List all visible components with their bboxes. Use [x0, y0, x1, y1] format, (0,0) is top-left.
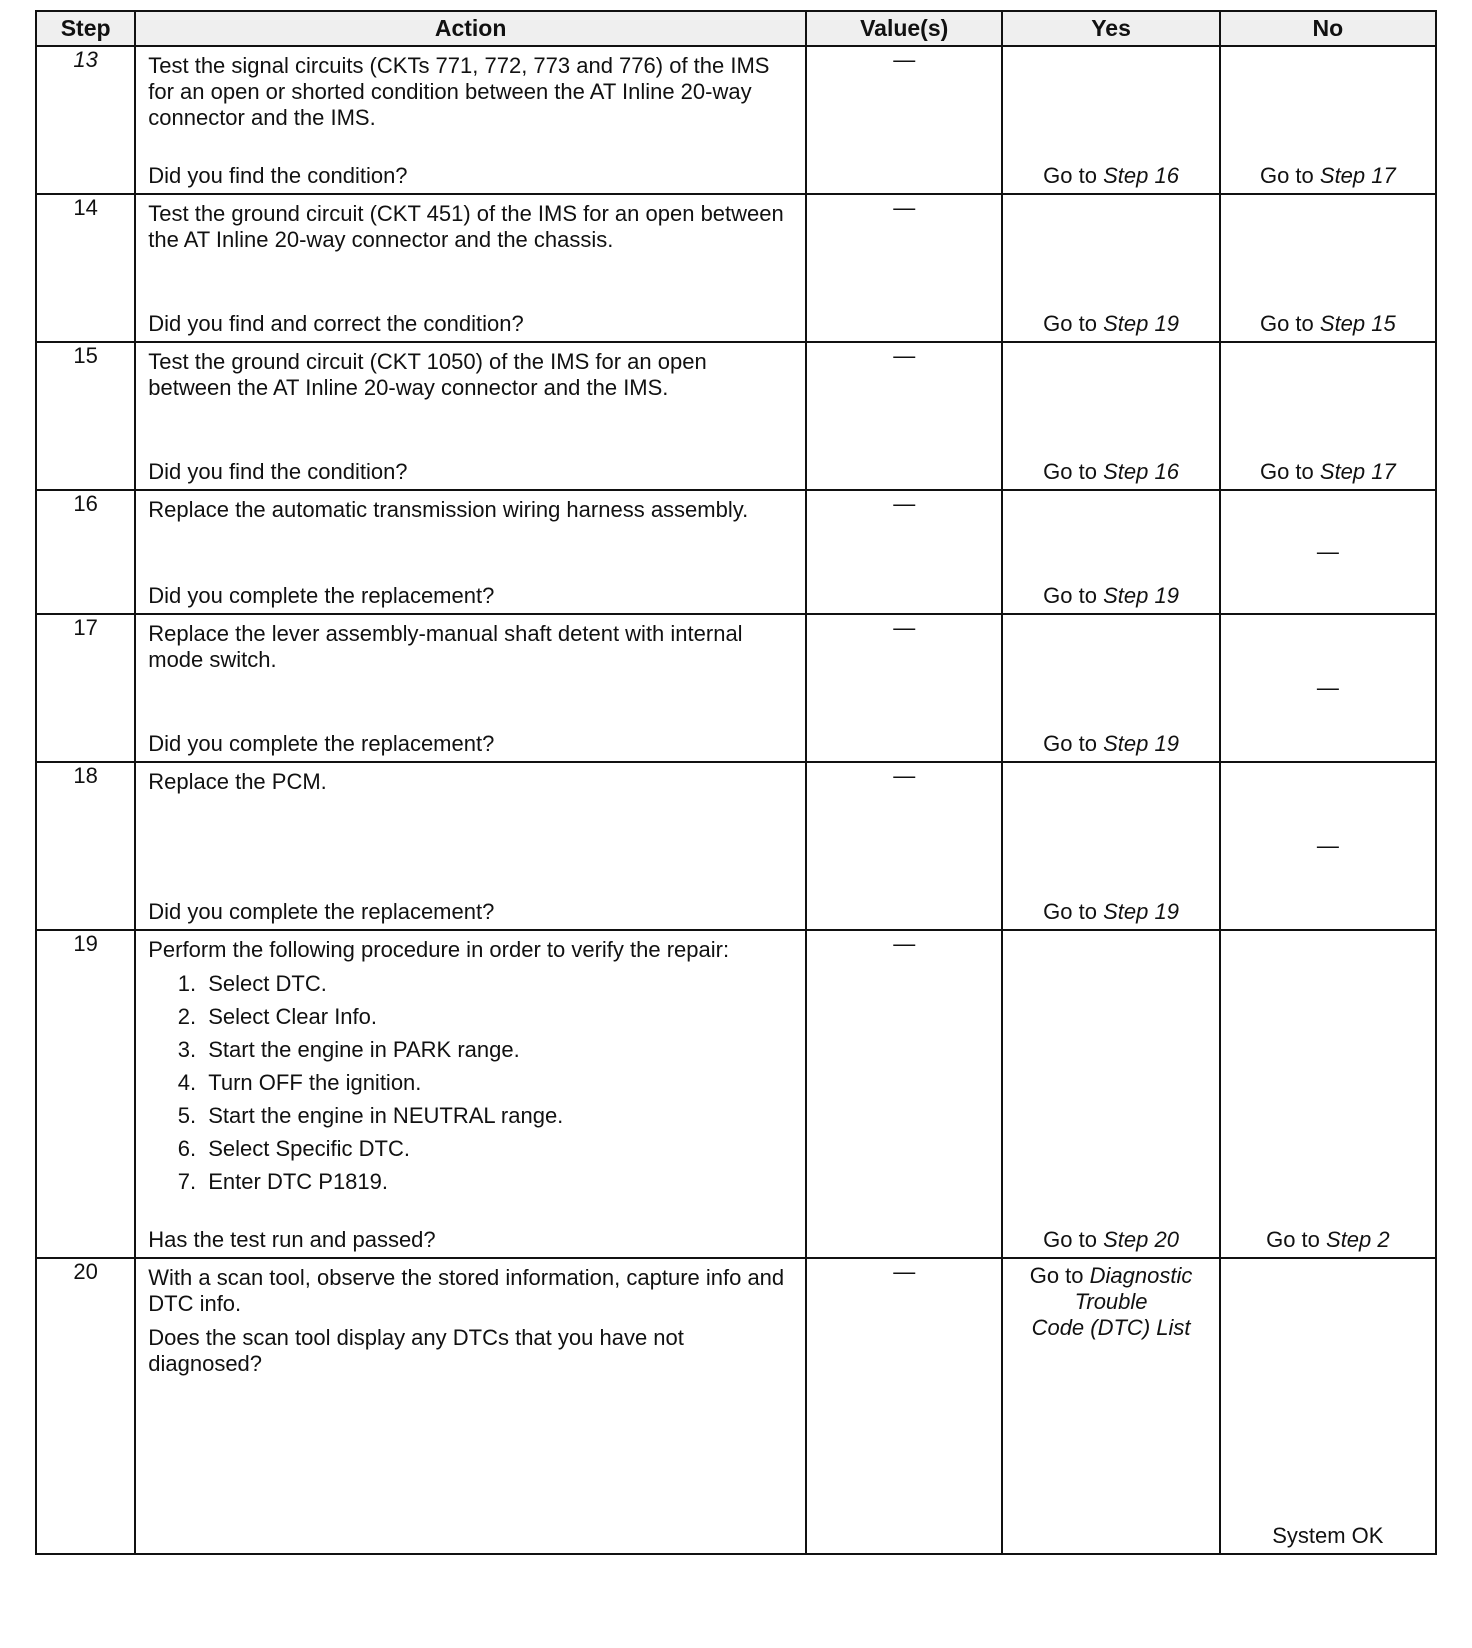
step-reference: Step 19 — [1103, 583, 1179, 608]
step-reference: Step 16 — [1103, 459, 1179, 484]
table-row — [36, 490, 1436, 614]
go-to-text: Go to — [1259, 459, 1314, 484]
action-question: Did you find the condition? — [148, 459, 408, 484]
no-value: — — [1316, 539, 1339, 564]
go-to-text: Go to — [1259, 311, 1314, 336]
no-link[interactable] — [1221, 1227, 1435, 1253]
value-cell: — — [806, 194, 1002, 342]
no-cell — [1220, 762, 1436, 930]
list-item: 2. Select Clear Info. — [202, 1000, 795, 1033]
action-cell — [135, 342, 806, 490]
yes-link[interactable] — [1003, 1259, 1218, 1341]
go-to-text: Go to — [1266, 1227, 1320, 1252]
dtc-list-link-text: Trouble — [1074, 1289, 1148, 1314]
list-item: 1. Select DTC. — [202, 967, 795, 1000]
no-cell — [1220, 194, 1436, 342]
yes-link[interactable] — [1003, 583, 1218, 609]
action-text: Replace the automatic transmission wiring harness assembly. — [148, 497, 749, 522]
step-reference: Step 17 — [1319, 163, 1396, 188]
step-number: 18 — [36, 762, 135, 930]
step-number: 15 — [36, 342, 135, 490]
action-cell — [135, 614, 806, 762]
dtc-list-link-text: Code (DTC) List — [1031, 1315, 1191, 1340]
action-text: Replace the lever assembly-manual shaft detent with internal mode switch. — [148, 621, 743, 672]
yes-cell — [1002, 490, 1219, 614]
yes-cell — [1002, 342, 1219, 490]
yes-cell — [1002, 930, 1219, 1258]
value-cell: — — [806, 342, 1002, 490]
action-question: Did you find and correct the condition? — [148, 311, 524, 336]
table-row — [36, 194, 1436, 342]
value-cell: — — [806, 930, 1002, 1258]
yes-cell — [1002, 762, 1219, 930]
action-cell — [135, 1258, 806, 1554]
action-question: Does the scan tool display any DTCs that you have not diagnosed? — [148, 1325, 684, 1376]
value-cell: — — [806, 762, 1002, 930]
go-to-text: Go to — [1043, 459, 1097, 484]
action-intro: Perform the following procedure in order to verify the repair: — [148, 937, 730, 962]
value-cell: — — [806, 1258, 1002, 1554]
procedure-list — [148, 967, 795, 1198]
step-reference: Step 16 — [1103, 163, 1179, 188]
step-number: 20 — [36, 1258, 135, 1554]
value-cell: — — [806, 490, 1002, 614]
go-to-text: Go to — [1043, 899, 1097, 924]
no-link[interactable] — [1221, 163, 1435, 189]
step-number: 19 — [36, 930, 135, 1258]
no-cell — [1220, 46, 1436, 194]
action-text: Test the ground circuit (CKT 1050) of the IMS for an open between the AT Inline 20-way connector and the IMS. — [148, 349, 707, 400]
value-cell: — — [806, 46, 1002, 194]
step-reference: Step 20 — [1103, 1227, 1179, 1252]
go-to-text: Go to — [1043, 731, 1097, 756]
go-to-text: Go to — [1043, 1227, 1097, 1252]
step-reference: Step 15 — [1319, 311, 1396, 336]
table-row — [36, 46, 1436, 194]
action-question: Did you complete the replacement? — [148, 731, 495, 756]
action-cell — [135, 930, 806, 1258]
action-text: Test the ground circuit (CKT 451) of the IMS for an open between the AT Inline 20-way connector and the chassis. — [148, 201, 784, 252]
header-step: Step — [36, 11, 135, 46]
action-cell — [135, 490, 806, 614]
table-row — [36, 1258, 1436, 1554]
header-action: Action — [135, 11, 806, 46]
yes-link[interactable] — [1003, 459, 1218, 485]
list-item: 6. Select Specific DTC. — [202, 1132, 795, 1165]
table-row — [36, 342, 1436, 490]
header-yes: Yes — [1002, 11, 1219, 46]
header-no: No — [1220, 11, 1436, 46]
action-text — [136, 931, 805, 1198]
action-question: Did you find the condition? — [148, 163, 408, 188]
table-row — [36, 762, 1436, 930]
no-cell — [1220, 490, 1436, 614]
action-cell — [135, 46, 806, 194]
list-item: 3. Start the engine in PARK range. — [202, 1033, 795, 1066]
go-to-text: Go to — [1043, 163, 1097, 188]
step-number: 14 — [36, 194, 135, 342]
yes-link[interactable] — [1003, 311, 1218, 337]
go-to-text: Go to — [1043, 583, 1097, 608]
yes-cell — [1002, 614, 1219, 762]
go-to-text: Go to — [1043, 311, 1097, 336]
no-link[interactable] — [1221, 311, 1435, 337]
step-number: 17 — [36, 614, 135, 762]
no-cell — [1220, 930, 1436, 1258]
table-row — [36, 930, 1436, 1258]
yes-cell — [1002, 1258, 1219, 1554]
no-cell — [1220, 614, 1436, 762]
step-number: 16 — [36, 490, 135, 614]
yes-link[interactable] — [1003, 731, 1218, 757]
yes-link[interactable] — [1003, 1227, 1218, 1253]
action-question: Has the test run and passed? — [148, 1227, 436, 1252]
yes-cell — [1002, 46, 1219, 194]
dtc-list-link-text: Diagnostic — [1089, 1263, 1193, 1288]
value-cell: — — [806, 614, 1002, 762]
action-text: Test the signal circuits (CKTs 771, 772, 773 and 776) of the IMS for an open or shorted condition between the AT Inline 20-way connector and the IMS. — [148, 53, 770, 130]
yes-link[interactable] — [1003, 163, 1218, 189]
step-number: 13 — [36, 46, 135, 194]
no-cell — [1220, 1258, 1436, 1554]
list-item: 4. Turn OFF the ignition. — [202, 1066, 795, 1099]
step-reference: Step 17 — [1319, 459, 1396, 484]
list-item: 7. Enter DTC P1819. — [202, 1165, 795, 1198]
yes-cell — [1002, 194, 1219, 342]
action-question: Did you complete the replacement? — [148, 583, 495, 608]
no-value: — — [1316, 833, 1339, 858]
step-reference: Step 2 — [1326, 1227, 1390, 1252]
action-cell — [135, 762, 806, 930]
step-reference: Step 19 — [1103, 731, 1179, 756]
yes-link[interactable] — [1003, 899, 1218, 925]
no-link[interactable] — [1221, 459, 1435, 485]
table-row — [36, 614, 1436, 762]
list-item: 5. Start the engine in NEUTRAL range. — [202, 1099, 795, 1132]
go-to-text: Go to — [1029, 1263, 1084, 1288]
diagnostic-table — [35, 10, 1437, 1555]
action-intro: With a scan tool, observe the stored information, capture info and DTC info. — [148, 1265, 785, 1316]
header-values: Value(s) — [806, 11, 1002, 46]
no-value: System OK — [1272, 1523, 1384, 1548]
no-cell — [1220, 342, 1436, 490]
action-cell — [135, 194, 806, 342]
action-question: Did you complete the replacement? — [148, 899, 495, 924]
step-reference: Step 19 — [1103, 899, 1179, 924]
header-row — [36, 11, 1436, 46]
go-to-text: Go to — [1259, 163, 1314, 188]
no-value: — — [1316, 675, 1339, 700]
action-text: Replace the PCM. — [148, 769, 327, 794]
action-text — [136, 1259, 805, 1377]
step-reference: Step 19 — [1103, 311, 1179, 336]
